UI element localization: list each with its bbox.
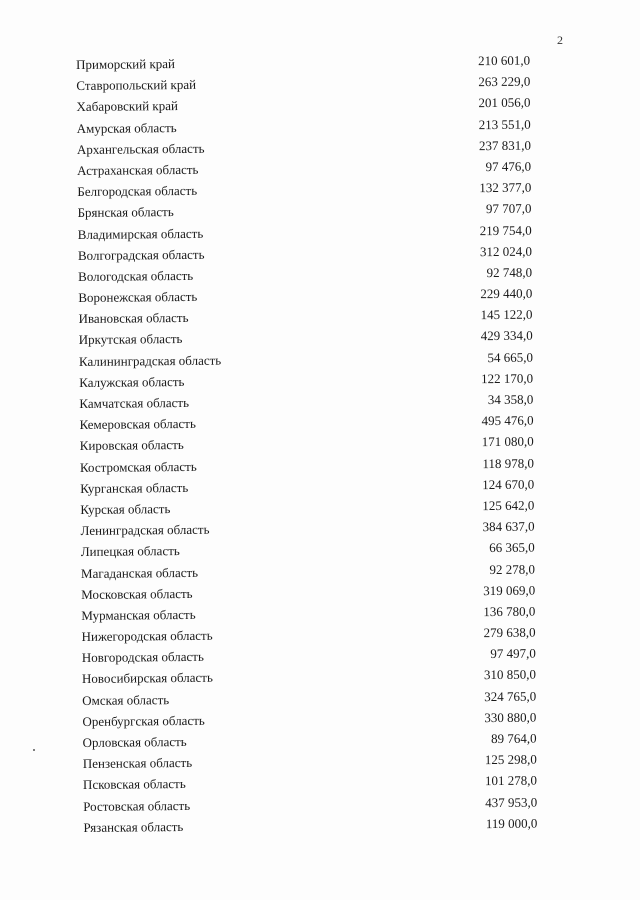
region-name: Архангельская область [76,140,205,157]
region-name: Ленинградская область [80,521,210,539]
region-value: 124 670,0 [482,476,535,492]
region-name: Воронежская область [78,288,198,306]
region-name: Брянская область [77,204,174,221]
region-name: Орловская область [82,733,187,750]
region-value: 310 850,0 [483,667,537,683]
region-name: Иркутская область [78,331,183,348]
region-value: 229 440,0 [480,285,533,302]
region-name: Пензенская область [82,755,193,772]
region-value: 92 278,0 [489,561,536,577]
region-name: Белгородская область [77,182,198,200]
region-value: 97 707,0 [485,200,532,217]
region-name: Московская область [81,585,193,602]
region-value: 437 953,0 [485,794,538,810]
region-name: Калужская область [79,373,185,390]
region-name: Камчатская область [79,394,190,411]
region-name: Курская область [80,501,171,517]
scan-speck [33,749,35,751]
region-name: Вологодская область [78,267,194,284]
region-value: 219 754,0 [479,222,532,238]
region-value: 145 122,0 [480,306,533,323]
region-name: Хабаровский край [76,98,178,115]
region-value: 213 551,0 [478,116,531,132]
region-value: 122 170,0 [481,370,534,386]
region-name: Астраханская область [77,161,199,178]
page-number: 2 [557,33,563,47]
table-row [83,812,553,838]
region-value: 263 229,0 [478,73,531,90]
region-name: Оренбургская область [82,712,205,729]
region-value: 312 024,0 [479,243,532,259]
region-name: Новосибирская область [81,670,213,687]
region-name: Мурманская область [81,606,196,623]
region-value: 92 748,0 [486,264,533,280]
region-name: Калининградская область [78,352,222,369]
region-value: 101 278,0 [484,772,538,789]
region-value: 97 476,0 [485,158,532,175]
region-value-table [76,49,554,837]
region-value: 132 377,0 [479,179,532,196]
region-name: Липецкая область [80,543,180,560]
region-value: 136 780,0 [483,603,536,619]
region-name: Псковская область [82,776,186,793]
region-value: 89 764,0 [491,730,537,747]
region-value: 34 358,0 [487,391,534,408]
region-value: 125 642,0 [482,497,535,514]
region-value: 324 765,0 [484,688,537,704]
region-value: 171 080,0 [481,433,534,450]
region-name: Магаданская область [80,564,199,581]
region-value: 201 056,0 [478,95,531,111]
region-value: 119 000,0 [485,815,538,831]
region-name: Омская область [82,691,170,708]
region-value: 125 298,0 [484,751,537,768]
region-value: 54 665,0 [487,349,533,365]
region-value: 330 880,0 [484,709,537,725]
region-value: 97 497,0 [490,645,536,662]
region-name: Волгоградская область [77,246,205,263]
region-name: Приморский край [76,56,176,72]
region-name: Рязанская область [83,818,184,835]
region-value: 237 831,0 [478,137,531,153]
region-value: 210 601,0 [478,52,531,69]
region-name: Ростовская область [83,797,191,814]
region-name: Ставропольский край [76,77,197,94]
region-value: 118 978,0 [482,455,535,471]
region-value: 66 365,0 [489,539,535,556]
region-name: Кировская область [79,437,184,454]
region-name: Ивановская область [78,310,189,327]
region-name: Курганская область [80,479,189,496]
region-value: 429 334,0 [480,328,533,344]
region-name: Новгородская область [81,649,204,666]
region-name: Амурская область [76,119,177,136]
region-value: 495 476,0 [481,412,534,429]
region-name: Костромская область [79,458,197,475]
region-name: Владимирская область [77,225,204,242]
region-value: 384 637,0 [482,518,535,535]
region-name: Кемеровская область [79,416,196,433]
region-value: 279 638,0 [483,624,536,641]
region-name: Нижегородская область [81,627,213,645]
region-value: 319 069,0 [483,582,536,598]
